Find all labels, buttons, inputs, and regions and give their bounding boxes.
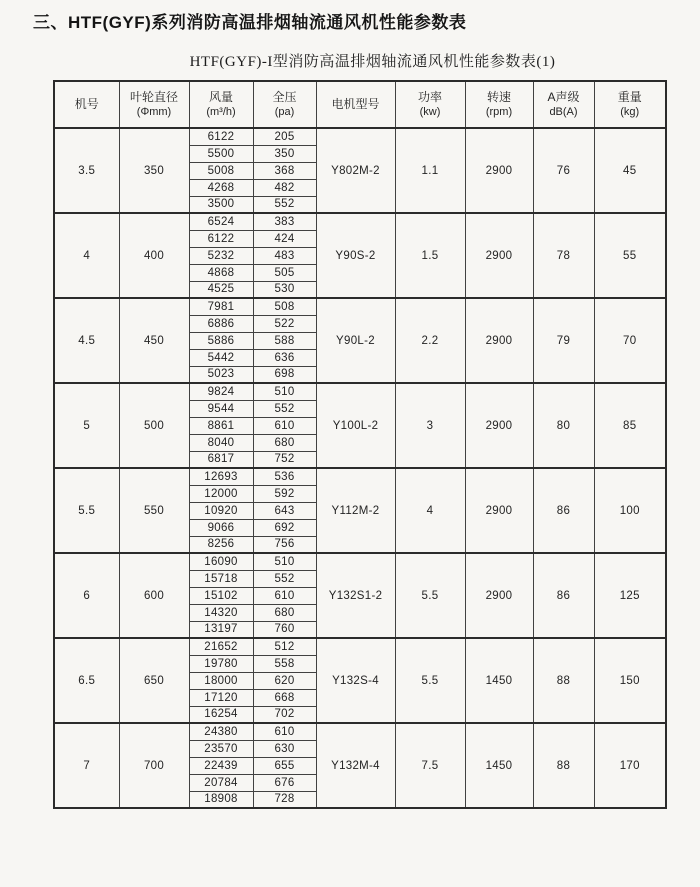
cell-total-pressure: 668 [253,689,316,706]
cell-total-pressure: 205 [253,128,316,145]
cell-total-pressure: 483 [253,247,316,264]
cell-airflow: 15718 [189,570,253,587]
cell-total-pressure: 552 [253,400,316,417]
cell-airflow: 6122 [189,128,253,145]
cell-total-pressure: 482 [253,179,316,196]
table-row [54,298,666,315]
cell-airflow: 16090 [189,553,253,570]
cell-impeller-diameter: 650 [119,638,189,723]
cell-airflow: 23570 [189,740,253,757]
header-title: 电机型号 [331,97,380,112]
header-title: 重量 [617,89,642,104]
cell-total-pressure: 752 [253,451,316,468]
cell-total-pressure: 558 [253,655,316,672]
cell-airflow: 17120 [189,689,253,706]
cell-motor-model: Y100L-2 [316,383,395,468]
cell-total-pressure: 728 [253,791,316,808]
cell-airflow: 5232 [189,247,253,264]
header-title: 机号 [74,97,99,112]
cell-airflow: 5008 [189,162,253,179]
col-header-noise-level [533,81,594,128]
cell-motor-model: Y112M-2 [316,468,395,553]
cell-total-pressure: 536 [253,468,316,485]
cell-weight: 85 [594,383,666,468]
cell-airflow: 12000 [189,485,253,502]
cell-speed: 2900 [465,213,533,298]
cell-total-pressure: 610 [253,723,316,740]
table-body [54,128,666,808]
cell-noise-level: 86 [533,468,594,553]
cell-motor-model: Y132S1-2 [316,553,395,638]
cell-total-pressure: 552 [253,570,316,587]
cell-airflow: 5442 [189,349,253,366]
cell-machine-no: 4 [54,213,119,298]
cell-total-pressure: 510 [253,553,316,570]
cell-airflow: 16254 [189,706,253,723]
col-header-machine-no [54,81,119,128]
cell-speed: 1450 [465,723,533,808]
col-header-motor-model [316,81,395,128]
cell-motor-model: Y802M-2 [316,128,395,213]
cell-machine-no: 3.5 [54,128,119,213]
cell-impeller-diameter: 600 [119,553,189,638]
cell-impeller-diameter: 550 [119,468,189,553]
header-unit: (Φmm) [136,106,172,119]
cell-airflow: 5023 [189,366,253,383]
header-unit: (rpm) [485,106,513,119]
cell-noise-level: 80 [533,383,594,468]
cell-airflow: 4525 [189,281,253,298]
col-header-impeller-diameter [119,81,189,128]
cell-total-pressure: 522 [253,315,316,332]
cell-speed: 2900 [465,553,533,638]
cell-speed: 2900 [465,298,533,383]
header-unit: (m³/h) [206,106,236,119]
header-title: A声级 [547,89,580,104]
cell-weight: 150 [594,638,666,723]
cell-machine-no: 5 [54,383,119,468]
table-row [54,468,666,485]
col-header-airflow [189,81,253,128]
cell-airflow: 8256 [189,536,253,553]
cell-airflow: 3500 [189,196,253,213]
table-subtitle: HTF(GYF)-I型消防高温排烟轴流通风机性能参数表(1) [189,54,556,70]
cell-speed: 1450 [465,638,533,723]
cell-motor-model: Y90L-2 [316,298,395,383]
header-unit: dB(A) [549,106,578,119]
cell-speed: 2900 [465,128,533,213]
cell-impeller-diameter: 350 [119,128,189,213]
cell-total-pressure: 756 [253,536,316,553]
fan-spec-table [53,80,667,809]
table-header-row [54,81,666,128]
table-row [54,553,666,570]
cell-total-pressure: 610 [253,417,316,434]
col-header-total-pressure [253,81,316,128]
cell-total-pressure: 643 [253,502,316,519]
cell-weight: 125 [594,553,666,638]
cell-machine-no: 7 [54,723,119,808]
cell-airflow: 6817 [189,451,253,468]
cell-noise-level: 76 [533,128,594,213]
cell-power: 7.5 [395,723,465,808]
cell-noise-level: 79 [533,298,594,383]
page-title: 三、HTF(GYF)系列消防高温排烟轴流通风机性能参数表 [33,13,467,32]
cell-total-pressure: 620 [253,672,316,689]
cell-power: 1.1 [395,128,465,213]
cell-impeller-diameter: 400 [119,213,189,298]
header-title: 转速 [486,89,511,104]
cell-weight: 55 [594,213,666,298]
cell-airflow: 12693 [189,468,253,485]
cell-total-pressure: 680 [253,434,316,451]
table-row [54,213,666,230]
cell-airflow: 21652 [189,638,253,655]
cell-speed: 2900 [465,383,533,468]
cell-total-pressure: 588 [253,332,316,349]
cell-total-pressure: 630 [253,740,316,757]
cell-motor-model: Y90S-2 [316,213,395,298]
cell-power: 4 [395,468,465,553]
header-unit: (kg) [620,106,640,119]
cell-airflow: 5886 [189,332,253,349]
cell-weight: 170 [594,723,666,808]
cell-total-pressure: 383 [253,213,316,230]
cell-airflow: 24380 [189,723,253,740]
cell-airflow: 14320 [189,604,253,621]
cell-airflow: 7981 [189,298,253,315]
cell-power: 5.5 [395,553,465,638]
cell-weight: 70 [594,298,666,383]
cell-noise-level: 88 [533,723,594,808]
cell-speed: 2900 [465,468,533,553]
cell-total-pressure: 636 [253,349,316,366]
cell-impeller-diameter: 450 [119,298,189,383]
cell-airflow: 22439 [189,757,253,774]
cell-airflow: 6524 [189,213,253,230]
table-row [54,638,666,655]
cell-total-pressure: 368 [253,162,316,179]
cell-power: 5.5 [395,638,465,723]
col-header-weight [594,81,666,128]
cell-weight: 45 [594,128,666,213]
cell-airflow: 18000 [189,672,253,689]
cell-airflow: 4268 [189,179,253,196]
cell-total-pressure: 530 [253,281,316,298]
cell-airflow: 15102 [189,587,253,604]
header-unit: (pa) [274,106,295,119]
cell-power: 2.2 [395,298,465,383]
cell-airflow: 5500 [189,145,253,162]
cell-total-pressure: 698 [253,366,316,383]
cell-total-pressure: 505 [253,264,316,281]
cell-total-pressure: 655 [253,757,316,774]
cell-airflow: 18908 [189,791,253,808]
cell-airflow: 9544 [189,400,253,417]
cell-weight: 100 [594,468,666,553]
cell-airflow: 8861 [189,417,253,434]
cell-power: 3 [395,383,465,468]
table-row [54,383,666,400]
table-row [54,128,666,145]
cell-airflow: 20784 [189,774,253,791]
header-title: 风量 [208,89,233,104]
col-header-power [395,81,465,128]
cell-impeller-diameter: 700 [119,723,189,808]
cell-total-pressure: 350 [253,145,316,162]
cell-noise-level: 86 [533,553,594,638]
cell-total-pressure: 512 [253,638,316,655]
cell-airflow: 9824 [189,383,253,400]
cell-total-pressure: 508 [253,298,316,315]
cell-airflow: 8040 [189,434,253,451]
cell-noise-level: 78 [533,213,594,298]
cell-machine-no: 6.5 [54,638,119,723]
cell-airflow: 9066 [189,519,253,536]
cell-motor-model: Y132M-4 [316,723,395,808]
cell-airflow: 13197 [189,621,253,638]
table-row [54,723,666,740]
cell-total-pressure: 424 [253,230,316,247]
cell-airflow: 6886 [189,315,253,332]
cell-total-pressure: 552 [253,196,316,213]
cell-total-pressure: 510 [253,383,316,400]
header-title: 叶轮直径 [129,89,178,104]
cell-total-pressure: 676 [253,774,316,791]
cell-airflow: 19780 [189,655,253,672]
cell-airflow: 6122 [189,230,253,247]
cell-total-pressure: 702 [253,706,316,723]
cell-machine-no: 5.5 [54,468,119,553]
cell-machine-no: 4.5 [54,298,119,383]
header-unit: (kw) [419,106,441,119]
cell-airflow: 4868 [189,264,253,281]
cell-total-pressure: 680 [253,604,316,621]
cell-total-pressure: 592 [253,485,316,502]
cell-total-pressure: 760 [253,621,316,638]
cell-total-pressure: 692 [253,519,316,536]
header-title: 全压 [272,89,297,104]
cell-airflow: 10920 [189,502,253,519]
cell-machine-no: 6 [54,553,119,638]
cell-impeller-diameter: 500 [119,383,189,468]
col-header-speed [465,81,533,128]
cell-power: 1.5 [395,213,465,298]
cell-noise-level: 88 [533,638,594,723]
cell-total-pressure: 610 [253,587,316,604]
header-title: 功率 [417,89,442,104]
cell-motor-model: Y132S-4 [316,638,395,723]
